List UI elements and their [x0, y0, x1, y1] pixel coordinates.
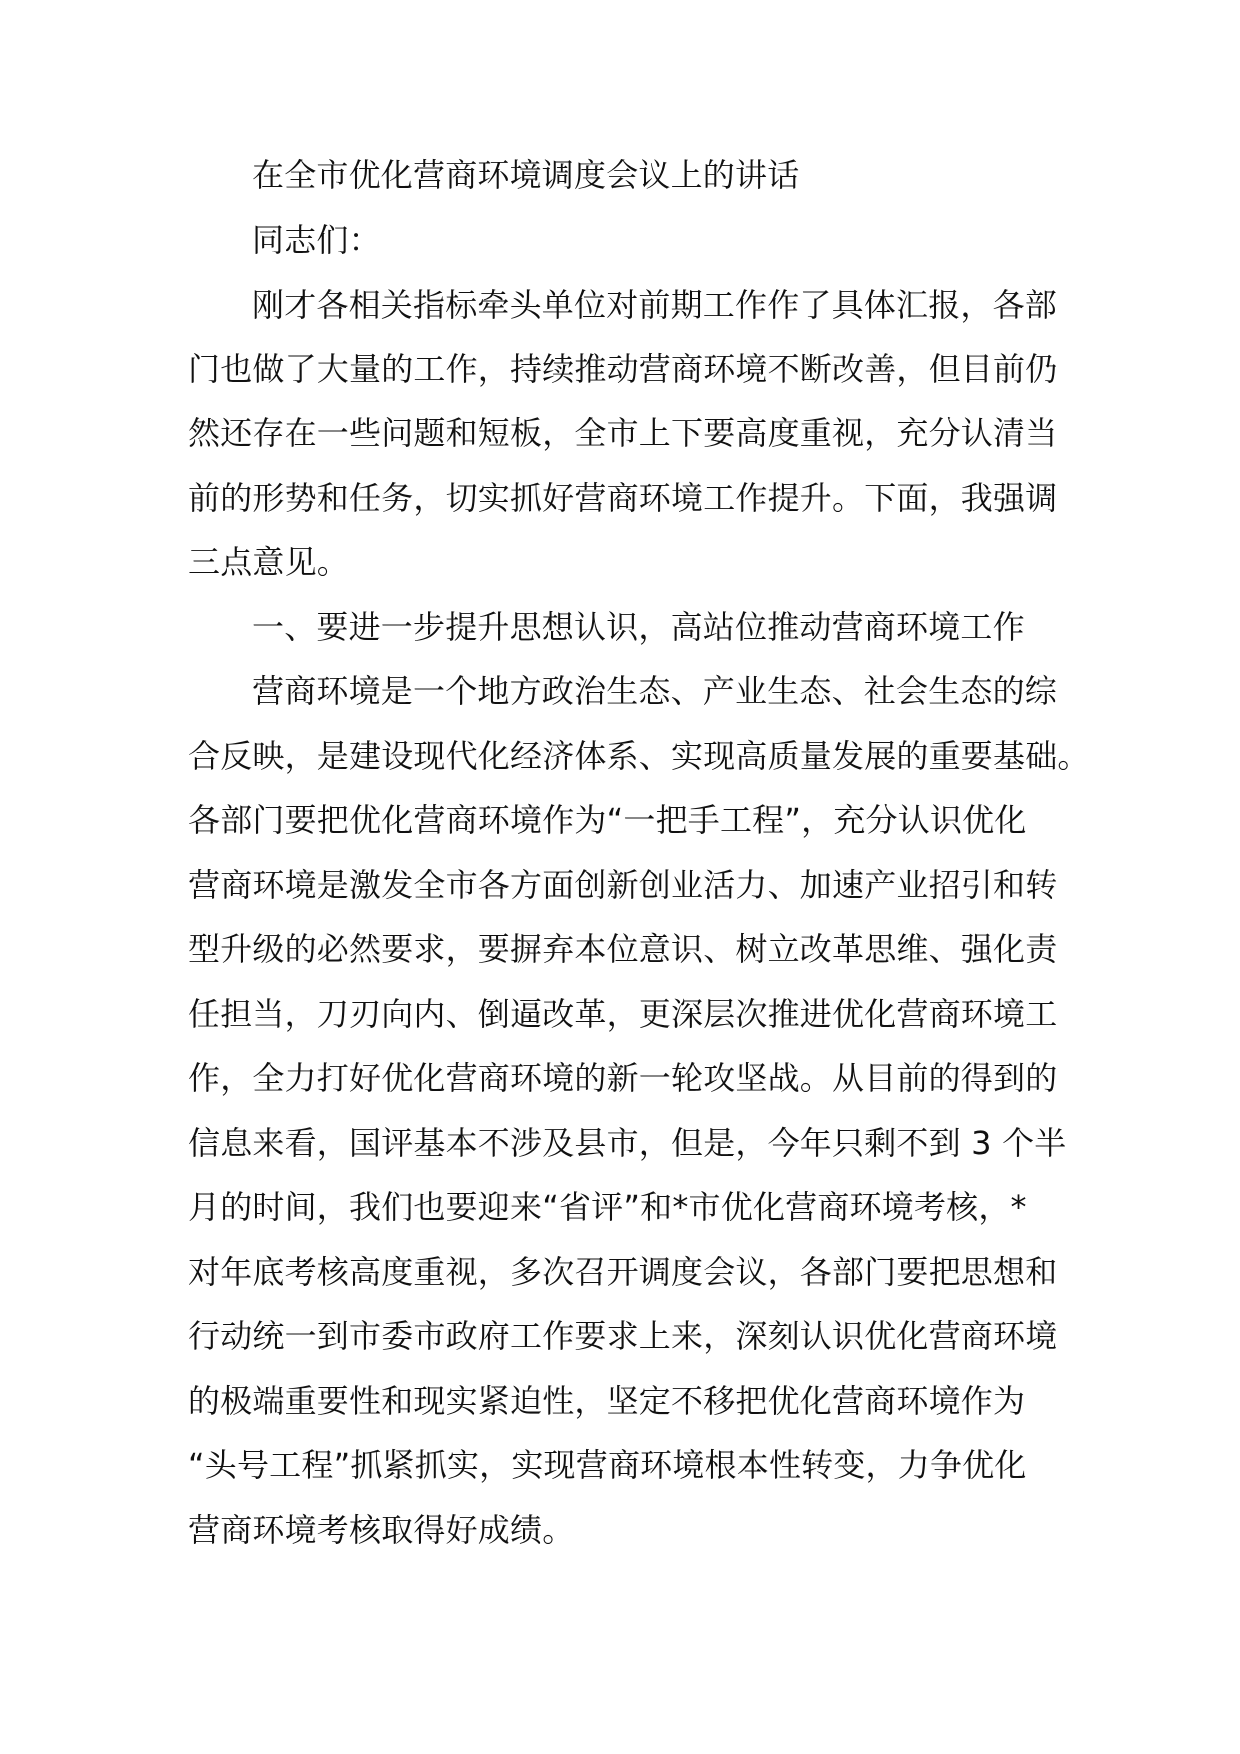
section-heading: 一、要进一步提升思想认识，高站位推动营商环境工作 — [252, 608, 1025, 646]
paragraph-line: 三点意见。 — [188, 543, 350, 581]
paragraph-line: 各部门要把优化营商环境作为“一把手工程”，充分认识优化 — [188, 801, 1027, 839]
paragraph-line: 的极端重要性和现实紧迫性，坚定不移把优化营商环境作为 — [188, 1382, 1026, 1420]
paragraph-line: 门也做了大量的工作，持续推动营商环境不断改善，但目前仍 — [188, 350, 1058, 388]
paragraph-line: 对年底考核高度重视，多次召开调度会议，各部门要把思想和 — [188, 1253, 1058, 1291]
paragraph-line: 营商环境考核取得好成绩。 — [188, 1511, 575, 1549]
salutation: 同志们： — [252, 221, 381, 259]
paragraph-line: 作，全力打好优化营商环境的新一轮攻坚战。从目前的得到的 — [188, 1059, 1058, 1097]
paragraph-line: 前的形势和任务，切实抓好营商环境工作提升。下面，我强调 — [188, 479, 1058, 517]
paragraph-line: 信息来看，国评基本不涉及县市，但是，今年只剩不到 3 个半 — [188, 1124, 1067, 1162]
paragraph-line: 任担当，刀刃向内、倒逼改革，更深层次推进优化营商环境工 — [188, 995, 1058, 1033]
paragraph-line: 月的时间，我们也要迎来“省评”和*市优化营商环境考核，* — [188, 1188, 1027, 1226]
paragraph-line: 刚才各相关指标牵头单位对前期工作作了具体汇报，各部 — [252, 286, 1058, 324]
paragraph-line: “头号工程”抓紧抓实，实现营商环境根本性转变，力争优化 — [188, 1446, 1027, 1484]
paragraph-line: 营商环境是激发全市各方面创新创业活力、加速产业招引和转 — [188, 866, 1058, 904]
paragraph-line: 然还存在一些问题和短板，全市上下要高度重视，充分认清当 — [188, 414, 1058, 452]
paragraph-line: 营商环境是一个地方政治生态、产业生态、社会生态的综 — [252, 672, 1058, 710]
paragraph-line: 型升级的必然要求，要摒弃本位意识、树立改革思维、强化责 — [188, 930, 1058, 968]
document-title: 在全市优化营商环境调度会议上的讲话 — [252, 156, 800, 194]
paragraph-line: 合反映，是建设现代化经济体系、实现高质量发展的重要基础。 — [188, 737, 1090, 775]
paragraph-line: 行动统一到市委市政府工作要求上来，深刻认识优化营商环境 — [188, 1317, 1058, 1355]
